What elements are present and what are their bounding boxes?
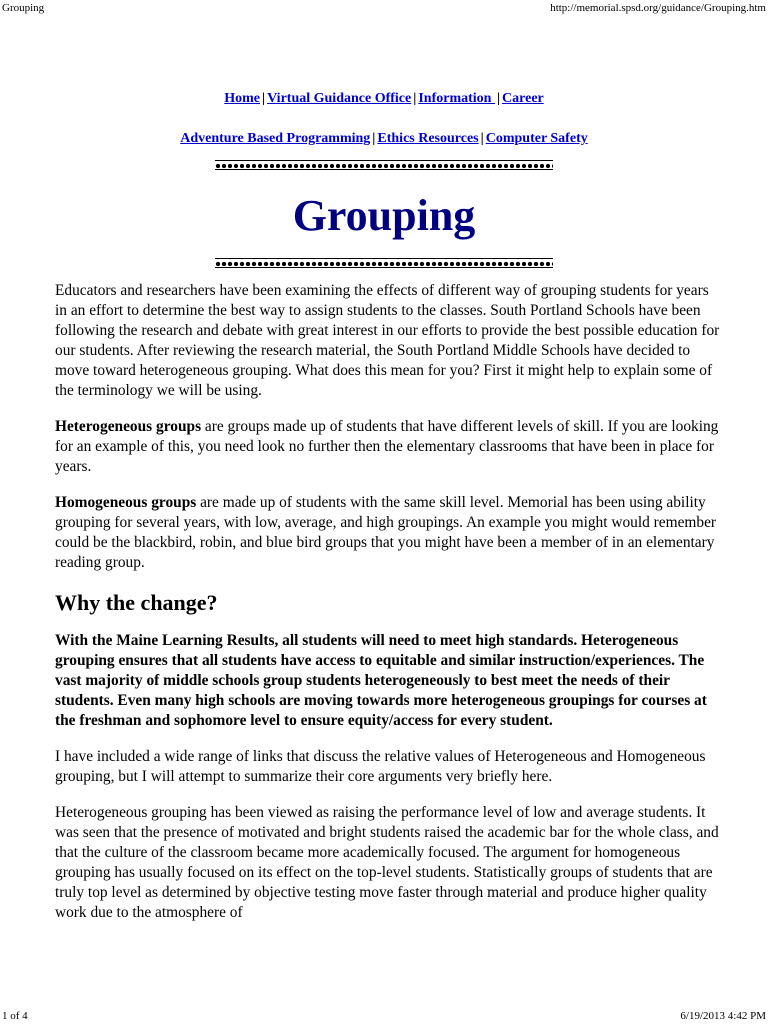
nav-link-career[interactable]: Career	[502, 91, 544, 106]
links-paragraph: I have included a wide range of links that discuss the relative values of Heterogeneous and Homogeneous grouping, but I will attempt to summarize their core arguments very briefly here.	[55, 748, 706, 785]
nav-link-ethics-resources[interactable]: Ethics Resources	[377, 131, 479, 146]
print-header	[0, 0, 768, 16]
print-url: http://memorial.spsd.org/guidance/Grouping.htm	[550, 2, 766, 14]
homogeneous-paragraph	[55, 493, 720, 573]
nav-separator: |	[372, 131, 376, 146]
print-page-title: Grouping	[2, 2, 45, 14]
primary-nav	[0, 91, 768, 107]
nav-link-virtual-guidance-office[interactable]: Virtual Guidance Office	[267, 91, 412, 106]
nav-separator: |	[413, 91, 417, 106]
print-datetime: 6/19/2013 4:42 PM	[680, 1010, 766, 1022]
decorative-divider	[215, 258, 553, 268]
nav-link-computer-safety[interactable]: Computer Safety	[485, 131, 588, 146]
heterogeneous-paragraph	[55, 417, 720, 477]
nav-link-information[interactable]: Information	[418, 91, 495, 106]
nav-link-home[interactable]: Home	[224, 91, 260, 106]
page-title: Grouping	[292, 191, 476, 240]
print-page-count: 1 of 4	[2, 1010, 28, 1022]
nav-separator: |	[262, 91, 266, 106]
heterogeneous-definition: are groups made up of students that have different levels of skill. If you are looking for an example of this, you need look no further then the elementary classrooms that have been in place for years.	[55, 418, 719, 475]
secondary-nav	[0, 131, 768, 147]
homogeneous-definition: are made up of students with the same skill level. Memorial has been using ability grouping for several years, with low, average, and high groupings. An example you might would remember could be the blackbird, robin, and blue bird groups that you might have been a member of in an elementary reading group.	[55, 494, 717, 571]
intro-paragraph: Educators and researchers have been examining the effects of different way of grouping students for years in an effort to determine the best way to assign students to the classes. South Portland Schools have been following the research and debate with great interest in our efforts to provide the best possible education for our students. After reviewing the research material, the South Portland Middle Schools have decided to move toward heterogeneous grouping. What does this mean for you? First it might help to explain some of the terminology we will be using.	[55, 282, 720, 399]
performance-paragraph: Heterogeneous grouping has been viewed as raising the performance level of low and average students. It was seen that the presence of motivated and bright students raised the academic bar for the whole class, and that the culture of the classroom became more academically focused. The argument for homogeneous grouping has usually focused on its effect on the top-level students. Statistically groups of students that are truly top level as determined by objective testing move faster through material and produce higher quality work due to the atmosphere of	[55, 804, 719, 921]
article-body	[55, 281, 720, 939]
decorative-divider	[215, 160, 553, 170]
nav-separator: |	[480, 131, 484, 146]
print-footer	[0, 1008, 768, 1024]
nav-separator: |	[496, 91, 501, 106]
nav-link-adventure-based-programming[interactable]: Adventure Based Programming	[180, 131, 371, 146]
maine-learning-paragraph: With the Maine Learning Results, all students will need to meet high standards. Heterogeneous grouping ensures that all students have access to equitable and similar instruction/experiences. The vast majority of middle schools group students heterogeneously to best meet the needs of their students. Even many high schools are moving towards more heterogeneous groupings for courses at the freshman and sophomore level to ensure equity/access for every student.	[55, 632, 707, 729]
homogeneous-term: Homogeneous groups	[55, 494, 197, 511]
heterogeneous-term: Heterogeneous groups	[55, 418, 202, 435]
section-heading-why-change: Why the change?	[55, 590, 218, 615]
